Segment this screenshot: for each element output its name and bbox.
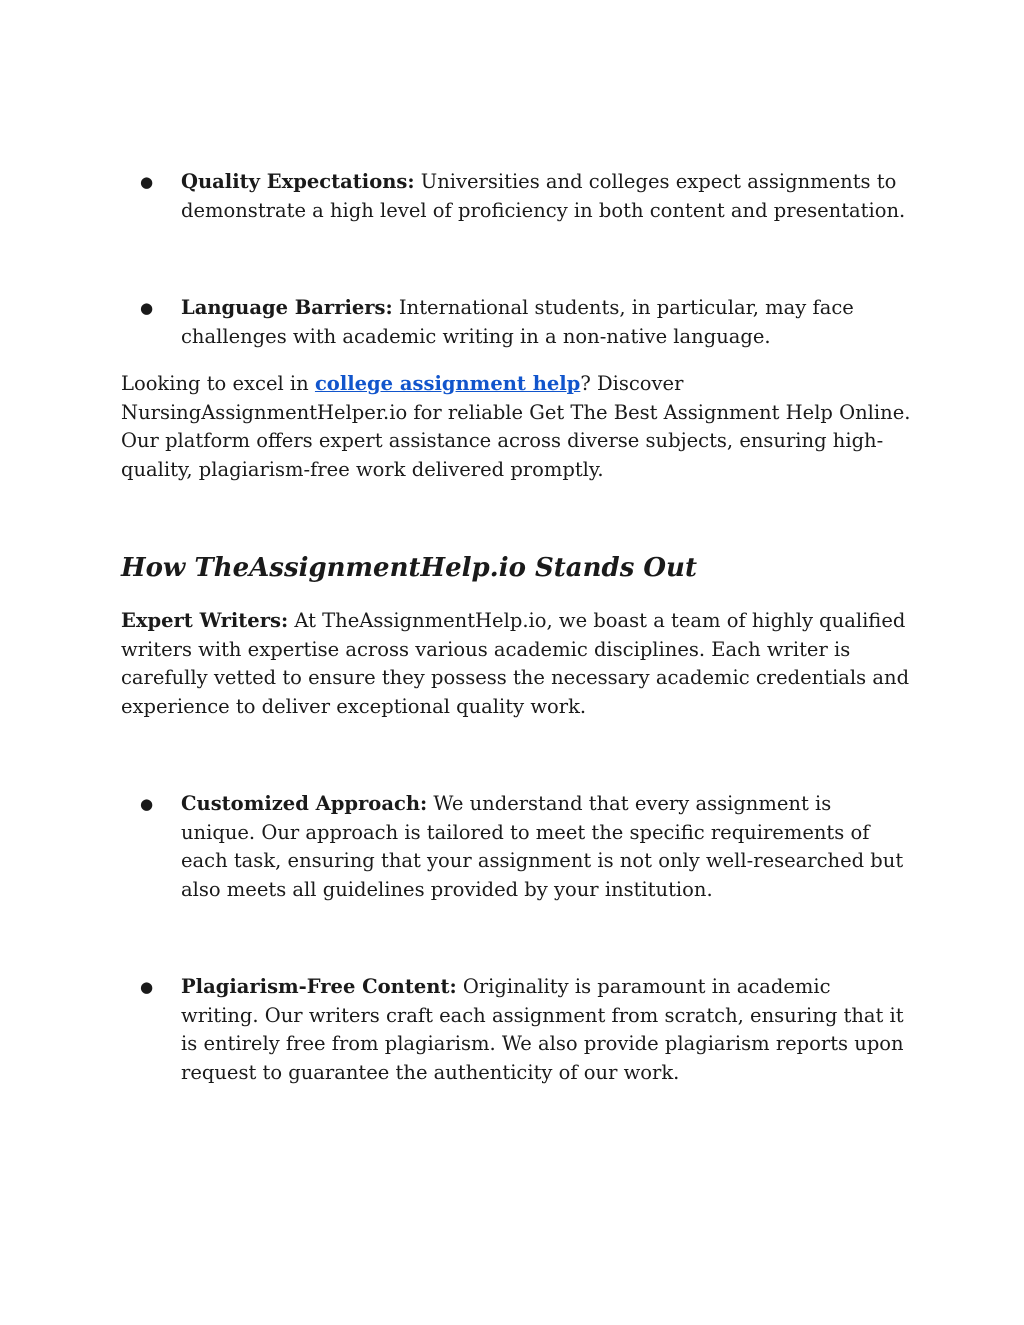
bullet-title: Quality Expectations: <box>181 170 415 193</box>
section-heading: How TheAssignmentHelp.io Stands Out <box>121 553 697 583</box>
intro-paragraph <box>121 370 911 485</box>
expert-writers-body: At TheAssignmentHelp.io, we boast a team of highly qualified writers with expertise across various academic disciplines. Each writer is carefully vetted to ensure they possess the necessary academic credentials and experience to deliver exceptional quality work. <box>121 609 910 719</box>
bullet-dot-icon: ● <box>140 299 154 317</box>
bullet-text <box>181 973 911 1088</box>
bullet-title: Customized Approach: <box>181 792 428 815</box>
bullet-title: Language Barriers: <box>181 296 393 319</box>
bullet-dot-icon: ● <box>140 173 154 191</box>
bullet-dot-icon: ● <box>140 978 154 996</box>
bullet-plagiarism-free <box>121 973 911 1088</box>
bullet-quality-expectations <box>121 168 911 225</box>
intro-text-after: ? Discover NursingAssignmentHelper.io for reliable Get The Best Assignment Help Online. Our platform offers expert assistance across diverse subjects, ensuring high-quality, plagiarism-free work delivered promptly. <box>121 372 911 482</box>
expert-writers-title: Expert Writers: <box>121 609 289 632</box>
college-assignment-help-link[interactable]: college assignment help <box>314 372 581 395</box>
bullet-text <box>181 790 911 905</box>
bullet-text <box>181 168 911 225</box>
bullet-body: International students, in particular, may face challenges with academic writing in a non-native language. <box>181 296 854 348</box>
bullet-body: Originality is paramount in academic writing. Our writers craft each assignment from scratch, ensuring that it is entirely free from plagiarism. We also provide plagiarism reports upon request to guarantee the authenticity of our work. <box>181 975 904 1085</box>
bullet-title: Plagiarism-Free Content: <box>181 975 457 998</box>
bullet-dot-icon: ● <box>140 795 154 813</box>
bullet-body: Universities and colleges expect assignments to demonstrate a high level of proficiency in both content and presentation. <box>181 170 906 222</box>
bullet-customized-approach <box>121 790 911 905</box>
bullet-text <box>181 294 911 351</box>
intro-text-before: Looking to excel in <box>121 372 315 395</box>
expert-writers-paragraph <box>121 607 911 722</box>
bullet-language-barriers <box>121 294 911 351</box>
bullet-body: We understand that every assignment is unique. Our approach is tailored to meet the specific requirements of each task, ensuring that your assignment is not only well-researched but also meets all guidelines provided by your institution. <box>181 792 904 902</box>
